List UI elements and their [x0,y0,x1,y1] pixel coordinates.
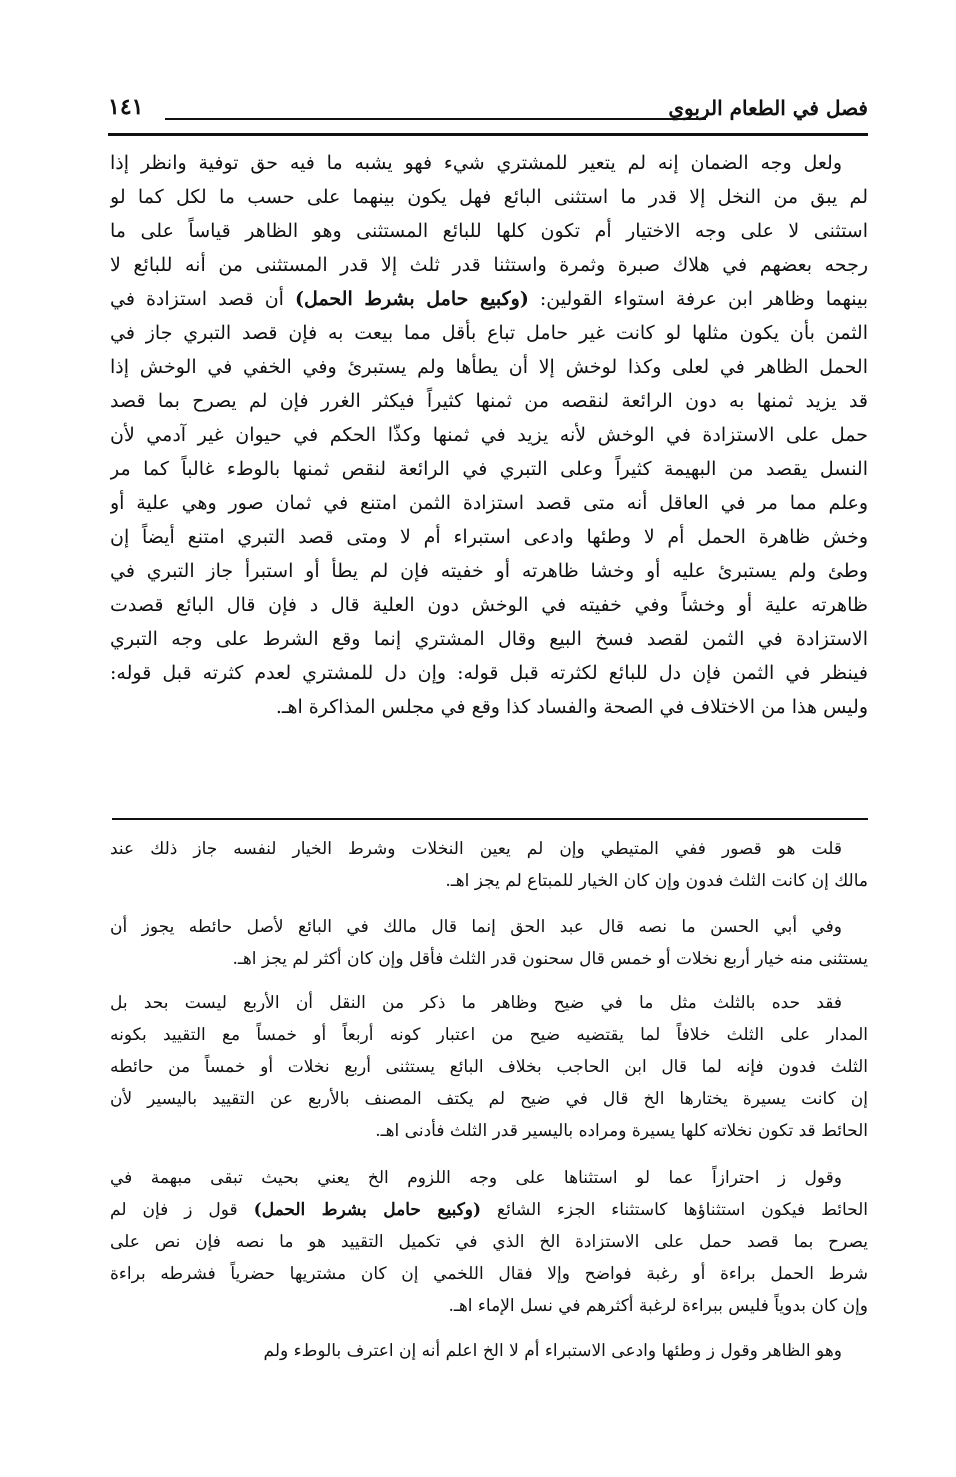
header-dash [165,118,706,120]
text-line: الاستزادة في الثمن لقصد فسخ البيع وقال المشتري إنما وقع الشرط على وجه التبري [110,628,868,650]
text-line: المدار على الثلث خلافاً لما يقتضيه ضيح من اعتبار كونه أربعاً أو خمساً مع التقييد بكونه [110,1025,868,1045]
bold-heading-phrase: (وكبيع حامل بشرط الحمل) [253,1200,482,1220]
text-line: وإن كان بدوياً فليس ببراءة لرغبة أكثرهم في نسل الإماء اهـ. [448,1296,868,1316]
text-line: وهو الظاهر وقول ز وطئها وادعى الاستبراء أم لا الخ اعلم أنه إن اعترف بالوطء ولم [263,1341,842,1361]
text-line: شرط الحمل براءة أو رغبة فواضح وإلا فقال اللخمي إن كان مشتريها حضرياً فشرطه براءة [110,1264,868,1284]
header-rule [108,133,868,136]
footnote-paragraph [110,911,868,975]
text-line: ولعل وجه الضمان إنه لم يتعير للمشتري شيء فهو يشبه ما فيه حق توفية وانظر إذا [110,152,842,174]
main-text [110,146,868,724]
text-line: وطئ ولم يستبرئ عليه أو وخشا ظاهرته أو خفيته فإن لم يطأ أو استبرأ جاز التبري في [110,560,868,582]
footnote-paragraph [110,1162,868,1322]
text-line: قد يزيد ثمنها به دون الرائعة لنقصه من ثمنها كثيراً فيكثر الغرر فإن لم يصرح بما قصد [110,390,868,412]
text-segment: أن قصد استزادة في [110,288,296,310]
text-line: يستثنى منه خيار أربع نخلات أو خمس قال سحنون قدر الثلث فأقل وإن كان أكثر لم يجز اهـ. [232,949,868,969]
text-line: يصرح بما قصد حمل على الاستزادة الخ الذي في تكميل التقييد هو ما نصه فإن نص على [110,1232,868,1252]
footnote-paragraph [110,987,868,1147]
text-segment: الحائط فيكون استثناؤها كاستثناء الجزء الشائع [481,1200,868,1220]
text-line: وعلم مما مر في العاقل أنه متى قصد استزادة الثمن امتنع في ثمان صور وهي علية أو [110,492,868,514]
text-line: وليس هذا من الاختلاف في الصحة والفساد كذا وقع في مجلس المذاكرة اهـ. [275,696,868,718]
text-line [110,282,868,316]
text-line: حمل على الاستزادة في الوخش لأنه يزيد في ثمنها وكذّا الحكم في حيوان غير آدمي لأن [110,424,868,446]
text-line: إن كانت يسيرة يختارها الخ قال في ضيح لم يكتف المصنف بالأربع عن التقييد باليسير لأن [110,1089,868,1109]
text-line: الحائط قد تكون نخلاته كلها يسيرة ومراده باليسير قدر الثلث فأدنى اهـ. [375,1121,868,1141]
page-number: ١٤١ [108,94,144,120]
text-line: مالك إن كانت الثلث فدون وإن كان الخيار للمبتاع لم يجز اهـ. [445,871,868,891]
text-line [110,1194,868,1226]
footnote-paragraph [110,833,868,897]
text-line: الثلث فدون فإنه لما قال ابن الحاجب بخلاف البائع يستثنى أربع نخلات أو خمساً من حائطه [110,1057,868,1077]
text-line: رجحه بعضهم في هلاك صبرة وثمرة واستثنا قدر ثلث إلا قدر المستثنى من أنه للبائع لا [110,254,868,276]
text-line: فقد حده بالثلث مثل ما في ضيح وظاهر ما ذكر من النقل أن الأربع ليست بحد بل [110,993,842,1013]
text-line: قلت هو قصور ففي المتيطي وإن لم يعين النخلات وشرط الخيار لنفسه جاز ذلك عند [110,839,842,859]
text-line: الحمل الظاهر في لعلى وكذا لوخش إلا أن يطأها ولم يستبرئ وفي الخفي في الوخش إذا [110,356,868,378]
text-line: استثنى لا على وجه الاختيار أم تكون كلها للبائع المستثنى وهو الظاهر قياساً على ما [110,220,868,242]
text-segment: بينهما وظاهر ابن عرفة استواء القولين: [528,288,868,310]
text-line: ظاهرته علية أو وخشاً وفي خفيته في الوخش دون العلية قال د فإن قال البائع قصدت [110,594,868,616]
text-line: فينظر في الثمن فإن دل للبائع لكثرته قبل قوله: وإن دل للمشتري لعدم كثرته قبل قوله: [110,662,868,684]
text-segment: قول ز فإن لم [110,1200,254,1220]
text-line: النسل يقصد من البهيمة كثيراً وعلى التبري في الرائعة لنقص ثمنها بالوطء غالباً كما مر [110,458,868,480]
running-header-title: فصل في الطعام الربوي [668,96,868,120]
text-line: وفي أبي الحسن ما نصه قال عبد الحق إنما قال مالك في البائع لأصل حائطه يجوز أن [110,917,842,937]
footnote-separator [112,818,868,820]
bold-heading-phrase: (وكبيع حامل بشرط الحمل) [295,288,529,310]
text-line: وخش ظاهرة الحمل أم لا وطئها وادعى استبراء أم لا ومتى قصد التبري امتنع أيضاً إن [110,526,868,548]
text-line: لم يبق من النخل إلا قدر ما استثنى البائع فهل يكون بينهما على حسب ما لكل كما لو [110,186,868,208]
text-line: الثمن بأن يكون مثلها لو كانت غير حامل تباع بأقل مما بيعت به فإن قصد التبري جاز في [110,322,868,344]
footnote-paragraph [110,1335,868,1367]
text-line: وقول ز احترازاً عما لو استثناها على وجه اللزوم الخ يعني بحيث تبقى مبهمة في [110,1168,842,1188]
